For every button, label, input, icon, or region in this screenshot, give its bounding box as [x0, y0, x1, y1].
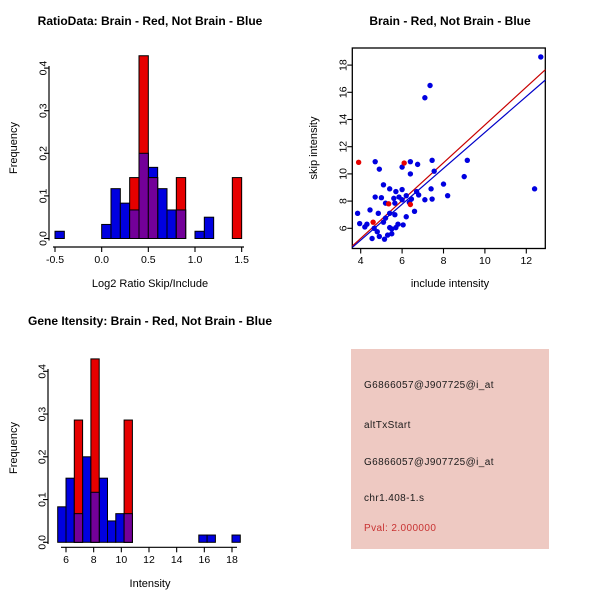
panel-gene-intensity-histogram: [0, 300, 300, 600]
ratio-histogram-x-axis-label: Log2 Ratio Skip/Include: [91, 278, 209, 290]
svg-text:18: 18: [226, 554, 238, 566]
svg-text:10: 10: [115, 554, 128, 566]
svg-text:0.2: 0.2: [36, 449, 49, 465]
svg-text:0.0: 0.0: [36, 534, 49, 550]
svg-text:0.5: 0.5: [141, 254, 156, 266]
svg-text:0.4: 0.4: [37, 60, 50, 76]
event-type-line: altTxStart: [364, 420, 411, 431]
panel-intensity-scatter: [300, 0, 600, 300]
gene-histogram-title: Gene Itensity: Brain - Red, Not Brain - Blue: [27, 314, 273, 328]
intensity-scatter-chart: [300, 0, 600, 300]
scatter-title: Brain - Red, Not Brain - Blue: [369, 14, 531, 28]
svg-text:18: 18: [337, 59, 350, 71]
svg-text:0.1: 0.1: [36, 492, 49, 507]
svg-text:6: 6: [63, 554, 69, 566]
ratio-histogram-chart: [0, 0, 300, 300]
chromosome-line: chr1.408-1.s: [364, 493, 425, 504]
svg-text:10: 10: [479, 255, 491, 267]
svg-text:4: 4: [357, 255, 364, 267]
svg-text:6: 6: [399, 255, 406, 267]
probe-id-line: G6866057@J907725@i_at: [364, 380, 494, 391]
svg-text:8: 8: [90, 554, 97, 566]
svg-text:10: 10: [337, 168, 350, 180]
svg-text:0.0: 0.0: [37, 231, 50, 246]
gene-histogram-x-axis-label: Intensity: [129, 578, 171, 590]
gene-info-box: [351, 349, 549, 549]
svg-text:16: 16: [198, 554, 211, 566]
svg-text:12: 12: [337, 140, 350, 153]
ratio-histogram-title: RatioData: Brain - Red, Not Brain - Blue: [37, 14, 263, 28]
svg-text:8: 8: [440, 255, 447, 267]
svg-text:6: 6: [337, 225, 350, 232]
svg-text:0.2: 0.2: [37, 145, 50, 161]
gene-histogram-y-axis-label: Frequency: [8, 422, 20, 474]
ratio-histogram-y-axis-label: Frequency: [8, 122, 20, 174]
svg-text:1.5: 1.5: [234, 254, 249, 266]
svg-text:1.0: 1.0: [187, 254, 203, 266]
svg-text:8: 8: [337, 198, 350, 205]
svg-text:0.3: 0.3: [37, 103, 50, 119]
svg-text:0.0: 0.0: [94, 254, 109, 266]
svg-text:0.4: 0.4: [36, 363, 49, 379]
probe-id-line-2: G6866057@J907725@i_at: [364, 457, 494, 468]
svg-text:12: 12: [143, 554, 155, 566]
gene-intensity-histogram-chart: [0, 300, 300, 600]
panel-gene-info: [300, 300, 600, 600]
svg-text:0.3: 0.3: [36, 406, 49, 422]
pval-line: Pval: 2.000000: [364, 523, 437, 534]
svg-text:-0.5: -0.5: [45, 254, 65, 266]
svg-text:12: 12: [520, 255, 533, 267]
svg-text:16: 16: [337, 86, 350, 99]
panel-ratio-histogram: [0, 0, 300, 300]
svg-text:14: 14: [170, 554, 183, 566]
svg-text:0.1: 0.1: [37, 188, 50, 204]
scatter-x-axis-label: include intensity: [410, 278, 490, 290]
svg-text:14: 14: [337, 113, 350, 126]
scatter-y-axis-label: skip intensity: [308, 116, 320, 180]
